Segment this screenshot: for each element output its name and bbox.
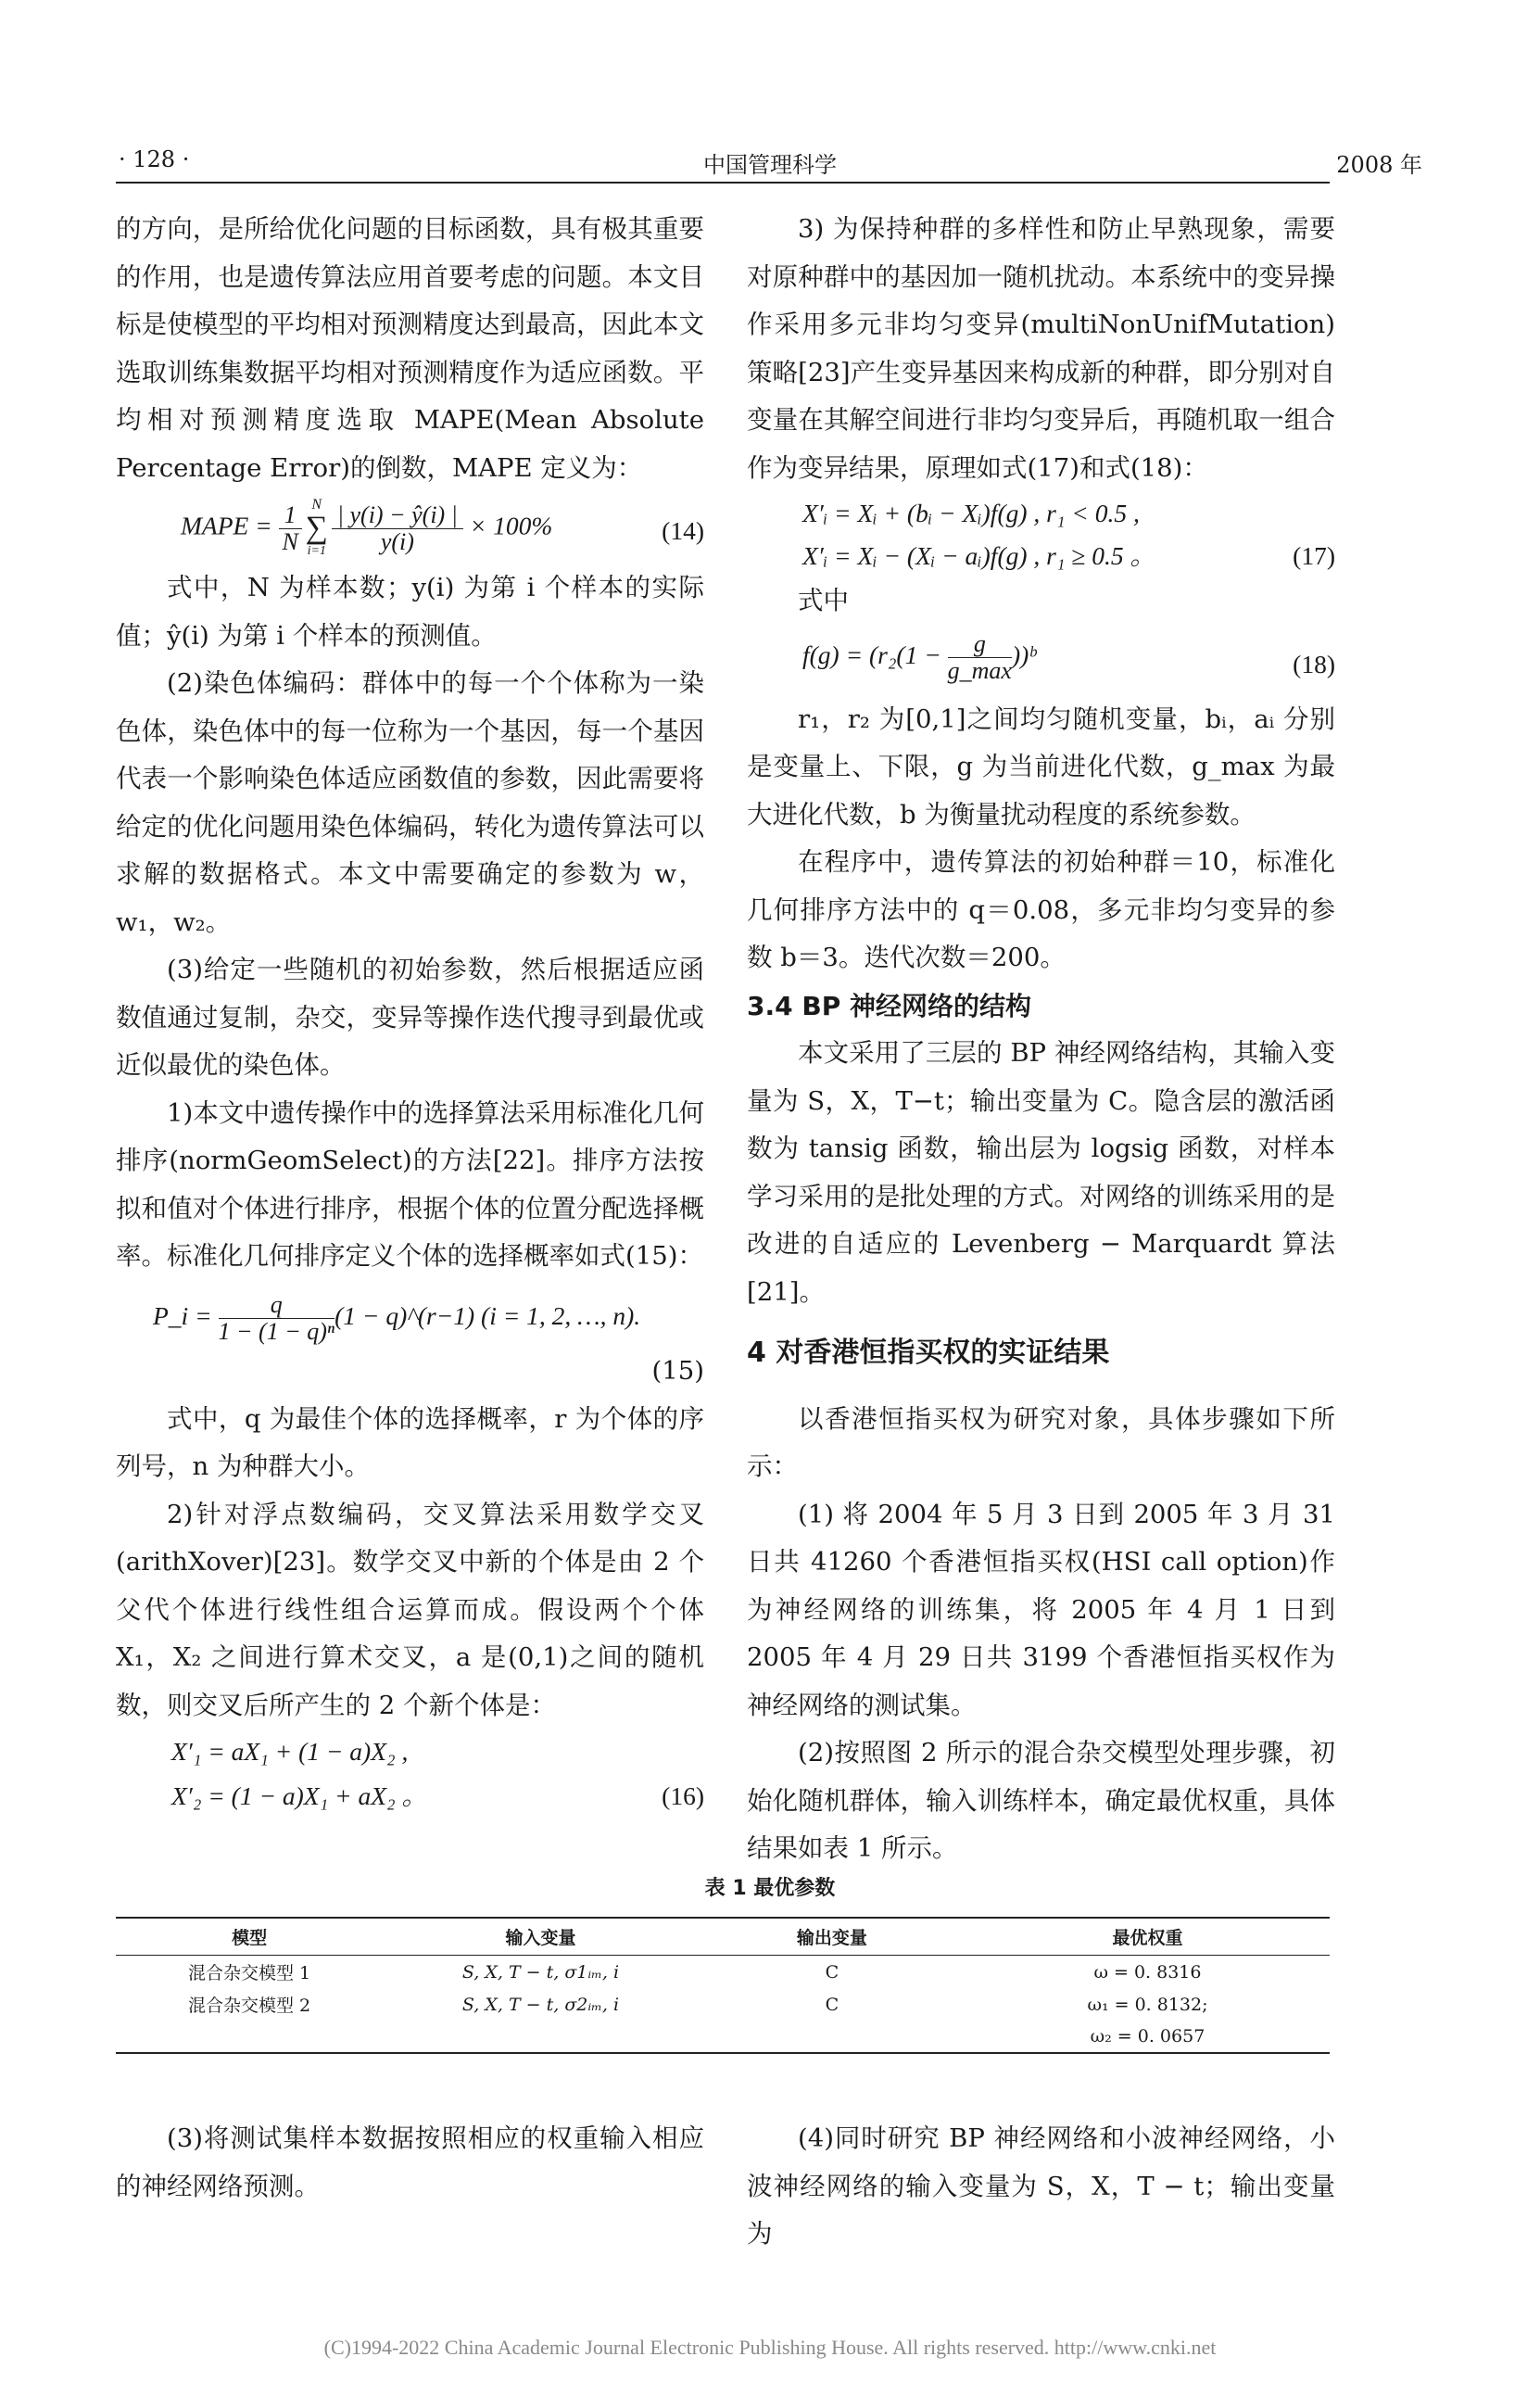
table-header: 最优权重 — [966, 1918, 1330, 1956]
eq14-sum-top: N — [311, 497, 322, 513]
right-paragraph: 以香港恒指买权为研究对象，具体步骤如下所示： — [747, 1403, 1335, 1481]
table-cell: C — [825, 1961, 839, 1983]
table-cell: 混合杂交模型 1 — [188, 1963, 311, 1983]
left-paragraph: 1)本文中遗传操作中的选择算法采用标准化几何排序(normGeomSelect)的方法[22]。排序方法按拟和值对个体进行排序，根据个体的位置分配选择概率。标准化几何排序定义个体的选择概率如式(15)： — [116, 1097, 704, 1271]
table-cell: ω = 0. 8316 — [1093, 1961, 1202, 1983]
equation-18 — [802, 631, 1335, 689]
eq18-label: (18) — [1293, 649, 1335, 678]
right-paragraph: (1) 将 2004 年 5 月 3 日到 2005 年 3 月 31 日共 41260 个香港恒指买权(HSI call option)作为神经网络的训练集，将 2005 年 4 月 1 日到 2005 年 4 月 29 日共 3199 个香港恒指买权作为神经网络的测试集。 — [747, 1499, 1335, 1720]
eq14-num: | y(i) − ŷ(i) | — [332, 502, 463, 529]
table-row — [116, 1956, 1330, 1989]
equation-17a — [802, 492, 1335, 535]
eq14-sum-bottom: i=1 — [307, 544, 326, 558]
table-row — [116, 1988, 1330, 2021]
eq15-den: 1 − (1 − q)ⁿ — [218, 1317, 335, 1345]
equation-16b — [171, 1774, 704, 1818]
eq16b-text: X′₂ = (1 − a)X₁ + aX₂ 。 — [171, 1781, 427, 1810]
table-cell: ω₂ = 0. 0657 — [966, 2021, 1330, 2053]
journal-year: 2008 年 — [1336, 152, 1422, 178]
header-rule — [116, 182, 1330, 184]
left-column — [116, 206, 704, 1818]
left-paragraph: 式中，N 为样本数；y(i) 为第 i 个样本的实际值；ŷ(i) 为第 i 个样本的预测值。 — [116, 573, 704, 651]
table-cell — [116, 2021, 383, 2053]
equation-16a — [171, 1730, 704, 1774]
right-paragraph: r₁，r₂ 为[0,1]之间均匀随机变量，bᵢ，aᵢ 分别是变量上、下限，g 为当前进化代数，g_max 为最大进化代数，b 为衡量扰动程度的系统参数。 — [747, 703, 1335, 830]
eq14-label: (14) — [662, 516, 704, 545]
eq14-lhs: MAPE = — [181, 511, 279, 540]
eq17b-text: X′ᵢ = Xᵢ − (Xᵢ − aᵢ)f(g) , r₁ ≥ 0.5 。 — [802, 541, 1155, 570]
eq14-frac-num: 1 — [279, 502, 302, 529]
table-header: 输出变量 — [699, 1918, 966, 1956]
eq18-tail: ))ᵇ — [1011, 640, 1036, 669]
eq15-tail: (1 − q)^(r−1) (i = 1, 2, …, n). — [335, 1300, 641, 1330]
eq17-label: (17) — [1293, 541, 1335, 570]
table-header: 输入变量 — [383, 1918, 699, 1956]
right-column — [747, 206, 1335, 1873]
table-1 — [116, 1917, 1330, 2054]
eq17a-text: X′ᵢ = Xᵢ + (bᵢ − Xᵢ)f(g) , r₁ < 0.5 , — [802, 499, 1140, 527]
eq14-den: y(i) — [380, 527, 414, 555]
eq16-label: (16) — [662, 1781, 704, 1810]
eq15-lhs: P_i = — [153, 1300, 219, 1330]
equation-14 — [181, 498, 704, 557]
table-row — [116, 2021, 1330, 2053]
table-caption: 表 1 最优参数 — [704, 1877, 836, 1900]
left-paragraph: (3)将测试集样本数据按照相应的权重输入相应的神经网络预测。 — [116, 2123, 704, 2201]
left-paragraph: 2)针对浮点数编码，交叉算法采用数学交叉(arithXover)[23]。数学交叉中新的个体是由 2 个父代个体进行线性组合运算而成。假设两个个体 X₁，X₂ 之间进行算术交叉，a 是(0,1)之间的随机数，则交叉后所产生的 2 个新个体是： — [116, 1499, 704, 1720]
equation-17b — [802, 535, 1335, 577]
eq15-label: (15) — [651, 1355, 704, 1386]
eq16a-text: X′₁ = aX₁ + (1 − a)X₂ , — [171, 1737, 409, 1766]
eq18-den: g_max — [947, 656, 1012, 684]
right-paragraph: 式中 — [798, 586, 849, 615]
left-paragraph: 的方向，是所给优化问题的目标函数，具有极其重要的作用，也是遗传算法应用首要考虑的问题。本文目标是使模型的平均相对预测精度达到最高，因此本文选取训练集数据平均相对预测精度作为适应函数。平均相对预测精度选取 MAPE(Mean Absolute Percentage Error)的倒数，MAPE 定义为： — [116, 214, 704, 483]
right-paragraph: (4)同时研究 BP 神经网络和小波神经网络，小波神经网络的输入变量为 S，X，T − t；输出变量为 — [747, 2123, 1335, 2249]
section-heading-3-4: 3.4 BP 神经网络的结构 — [747, 990, 1031, 1021]
section-heading-4: 4 对香港恒指买权的实证结果 — [747, 1337, 1110, 1369]
table-cell: C — [825, 1994, 839, 2015]
right-paragraph: 3) 为保持种群的多样性和防止早熟现象，需要对原种群中的基因加一随机扰动。本系统中的变异操作采用多元非均匀变异(multiNonUnifMutation)策略[23]产生变异基因来构成新的种群，即分别对自变量在其解空间进行非均匀变异后，再随机取一组合作为变异结果，原理如式(17)和式(18)： — [747, 214, 1335, 483]
left-paragraph: (2)染色体编码：群体中的每一个个体称为一染色体，染色体中的每一位称为一个基因，每一个基因代表一个影响染色体适应函数值的参数，因此需要将给定的优化问题用染色体编码，转化为遗传算法可以求解的数据格式。本文中需要确定的参数为 w，w₁，w₂。 — [116, 668, 704, 937]
table-cell: S, X, T − t, σ2ᵢₘ, i — [461, 1994, 620, 2015]
right-paragraph: 在程序中，遗传算法的初始种群＝10，标准化几何排序方法中的 q＝0.08，多元非均匀变异的参数 b＝3。迭代次数＝200。 — [747, 847, 1335, 972]
eq14-frac-den: N — [282, 527, 298, 555]
copyright-footer: (C)1994-2022 China Academic Journal Electronic Publishing House. All rights reserved. http://www.cnki.net — [323, 2336, 1217, 2359]
eq18-lhs: f(g) = (r₂(1 − — [802, 640, 948, 669]
table-cell: ω₁ = 0. 8132; — [1087, 1994, 1208, 2015]
right-paragraph: (2)按照图 2 所示的混合杂交模型处理步骤，初始化随机群体，输入训练样本，确定最优权重，具体结果如表 1 所示。 — [747, 1738, 1335, 1863]
left-paragraph: 式中，q 为最佳个体的选择概率，r 为个体的序列号，n 为种群大小。 — [116, 1403, 704, 1481]
table-cell: 混合杂交模型 2 — [188, 1996, 311, 2016]
eq14-tail: × 100% — [462, 511, 553, 540]
eq14-sum-symbol: ∑ — [305, 511, 328, 545]
table-cell: S, X, T − t, σ1ᵢₘ, i — [461, 1961, 620, 1983]
table-header: 模型 — [116, 1918, 383, 1956]
bottom-right-column — [747, 2115, 1335, 2259]
eq15-num: q — [219, 1292, 335, 1319]
equation-15 — [153, 1292, 704, 1348]
eq18-num: g — [948, 631, 1012, 658]
right-paragraph: 本文采用了三层的 BP 神经网络结构，其输入变量为 S，X，T−t；输出变量为 C。隐含层的激活函数为 tansig 函数，输出层为 logsig 函数，对样本学习采用的是批处理的方式。对网络的训练采用的是改进的自适应的 Levenberg − Marquardt 算法[21]。 — [747, 1038, 1335, 1307]
page-number: · 128 · — [119, 146, 190, 172]
bottom-left-column — [116, 2115, 704, 2211]
table-cell — [699, 2021, 966, 2053]
left-paragraph: (3)给定一些随机的初始参数，然后根据适应函数值通过复制，杂交，变异等操作迭代搜寻到最优或近似最优的染色体。 — [116, 955, 704, 1080]
table-cell — [383, 2021, 699, 2053]
journal-title: 中国管理科学 — [703, 152, 837, 178]
